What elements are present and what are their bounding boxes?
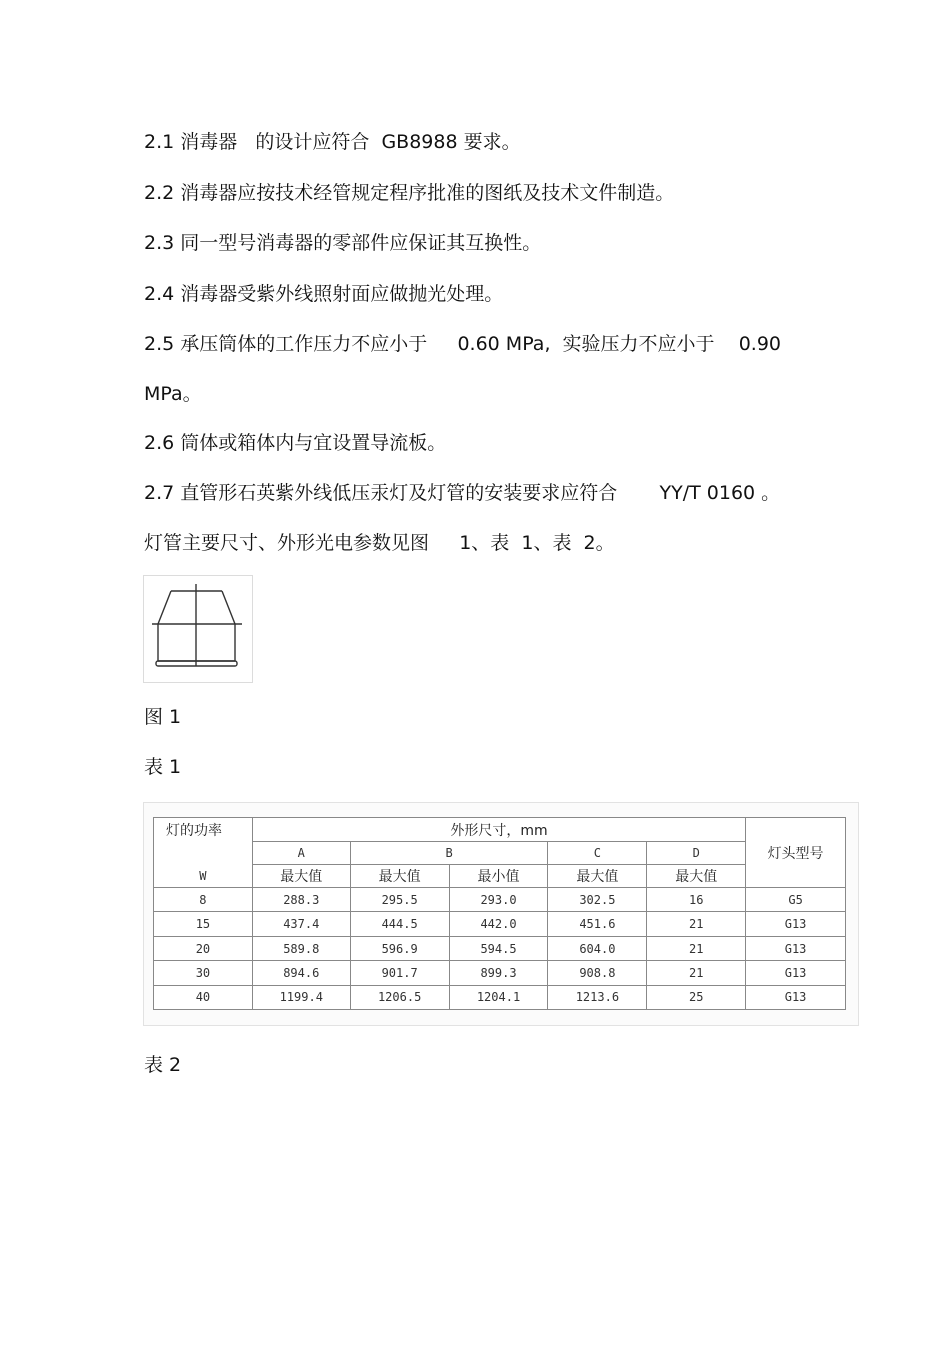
cell-b-max: 444.5 [350,912,449,936]
paragraph-lamp-intro: 灯管主要尺寸、外形光电参数见图 1、表 1、表 2。 [144,532,615,554]
paragraph-2-5-cont: MPa。 [144,383,202,405]
header-a-max: 最大值 [252,864,350,887]
header-col-b: B [350,842,548,864]
cell-b-min: 1204.1 [449,985,548,1009]
paragraph-2-5: 2.5 承压筒体的工作压力不应小于 0.60 MPa, 实验压力不应小于 0.90 [144,333,782,355]
cell-b-min: 899.3 [449,961,548,985]
table2-caption: 表 2 [144,1054,182,1076]
header-col-c: C [548,842,647,864]
header-dimensions: 外形尺寸，mm [252,818,745,842]
cell-power: 8 [154,888,253,912]
cell-d-max: 21 [647,912,746,936]
paragraph-2-4: 2.4 消毒器受紫外线照射面应做抛光处理。 [144,283,504,305]
table-row [154,936,846,960]
lamp-figure-1 [143,575,253,683]
cell-a-max: 437.4 [252,912,350,936]
cell-d-max: 25 [647,985,746,1009]
paragraph-2-7: 2.7 直管形石英紫外线低压汞灯及灯管的安装要求应符合 YY/T 0160 。 [144,482,781,504]
cell-a-max: 894.6 [252,961,350,985]
header-c-max: 最大值 [548,864,647,887]
paragraph-2-1: 2.1 消毒器 的设计应符合 GB8988 要求。 [144,131,521,153]
paragraph-2-6: 2.6 筒体或箱体内与宜设置导流板。 [144,432,447,454]
cell-b-max: 295.5 [350,888,449,912]
cell-lamp-base: G13 [746,912,846,936]
header-col-d: D [647,842,746,864]
header-b-max: 最大值 [350,864,449,887]
lamp-outline-drawing [144,576,252,682]
header-unit-w: W [154,864,253,887]
cell-power: 15 [154,912,253,936]
cell-a-max: 1199.4 [252,985,350,1009]
cell-power: 30 [154,961,253,985]
cell-b-min: 594.5 [449,936,548,960]
table-row [154,961,846,985]
cell-d-max: 16 [647,888,746,912]
cell-b-max: 1206.5 [350,985,449,1009]
cell-power: 40 [154,985,253,1009]
header-power-spacer [154,842,253,864]
cell-b-min: 293.0 [449,888,548,912]
header-col-a: A [252,842,350,864]
cell-c-max: 604.0 [548,936,647,960]
cell-lamp-base: G13 [746,936,846,960]
paragraph-2-3: 2.3 同一型号消毒器的零部件应保证其互换性。 [144,232,542,254]
header-power: 灯的功率 [154,818,253,842]
table-row [154,888,846,912]
cell-c-max: 1213.6 [548,985,647,1009]
lamp-dimensions-table [153,817,846,1010]
cell-b-min: 442.0 [449,912,548,936]
cell-lamp-base: G13 [746,985,846,1009]
cell-c-max: 908.8 [548,961,647,985]
cell-d-max: 21 [647,936,746,960]
cell-a-max: 288.3 [252,888,350,912]
cell-lamp-base: G13 [746,961,846,985]
table1-image [143,802,859,1026]
figure-caption: 图 1 [144,706,182,728]
cell-c-max: 302.5 [548,888,647,912]
cell-b-max: 596.9 [350,936,449,960]
cell-lamp-base: G5 [746,888,846,912]
table-row [154,912,846,936]
table-row [154,985,846,1009]
cell-d-max: 21 [647,961,746,985]
cell-a-max: 589.8 [252,936,350,960]
cell-power: 20 [154,936,253,960]
header-d-max: 最大值 [647,864,746,887]
table1-caption: 表 1 [144,756,182,778]
cell-b-max: 901.7 [350,961,449,985]
header-b-min: 最小值 [449,864,548,887]
cell-c-max: 451.6 [548,912,647,936]
header-lamp-base: 灯头型号 [746,818,846,888]
paragraph-2-2: 2.2 消毒器应按技术经管规定程序批准的图纸及技术文件制造。 [144,182,675,204]
